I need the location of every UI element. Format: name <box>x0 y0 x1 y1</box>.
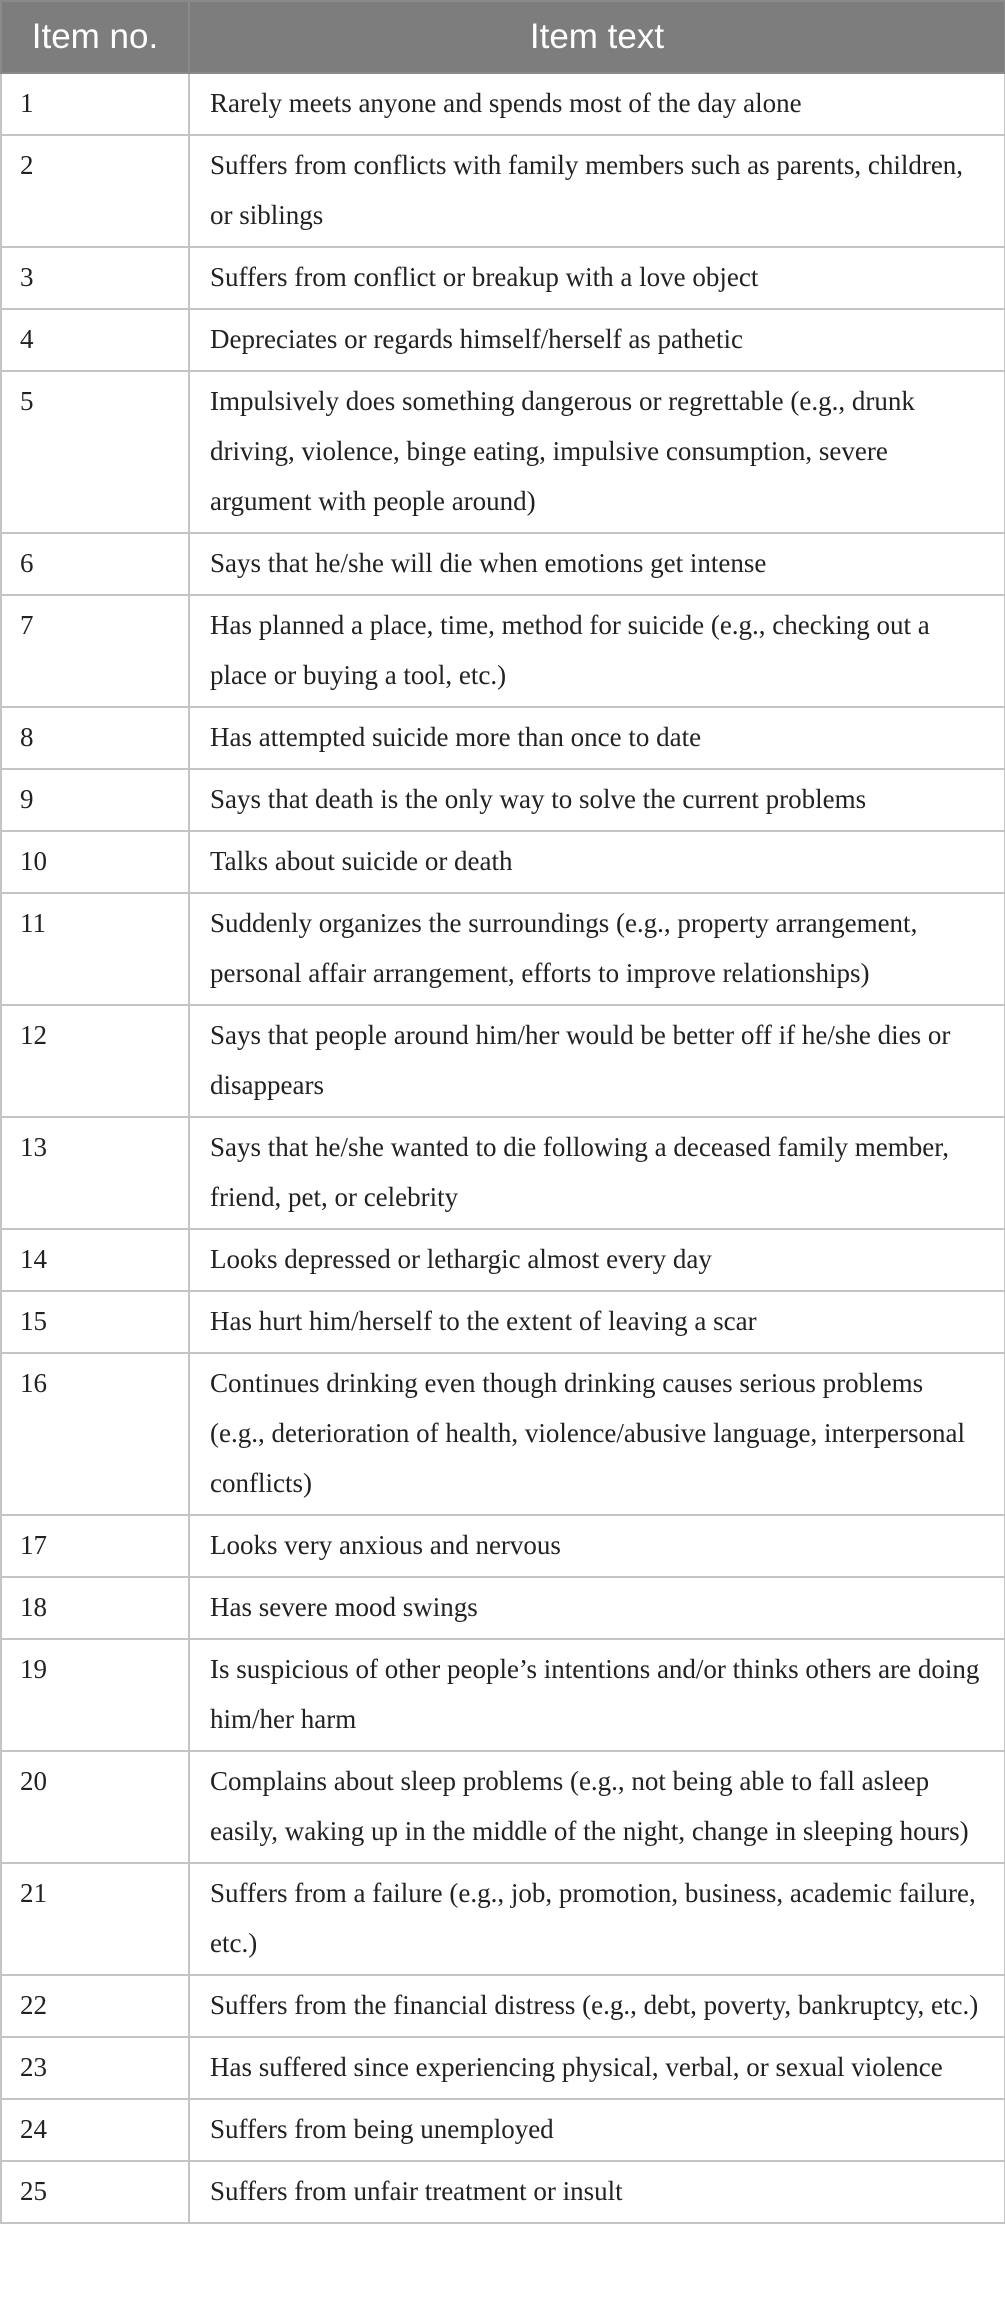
table-row <box>1 1577 1005 1639</box>
item-text: Suffers from the financial distress (e.g., debt, poverty, bankruptcy, etc.) <box>189 1975 1005 2037</box>
table-row <box>1 1117 1005 1229</box>
table-body <box>1 73 1005 2223</box>
item-text: Has planned a place, time, method for suicide (e.g., checking out a place or buying a tool, etc.) <box>189 595 1005 707</box>
header-item-text: Item text <box>189 1 1005 73</box>
item-text: Says that people around him/her would be better off if he/she dies or disappears <box>189 1005 1005 1117</box>
item-text: Suddenly organizes the surroundings (e.g., property arrangement, personal affair arrangement, efforts to improve relationships) <box>189 893 1005 1005</box>
item-number: 23 <box>1 2037 189 2099</box>
item-text: Looks very anxious and nervous <box>189 1515 1005 1577</box>
item-text: Impulsively does something dangerous or regrettable (e.g., drunk driving, violence, binge eating, impulsive consumption, severe argument with people around) <box>189 371 1005 533</box>
table-row <box>1 1291 1005 1353</box>
item-number: 25 <box>1 2161 189 2223</box>
item-number: 15 <box>1 1291 189 1353</box>
table-row <box>1 533 1005 595</box>
item-text: Has attempted suicide more than once to date <box>189 707 1005 769</box>
table-row <box>1 247 1005 309</box>
item-number: 6 <box>1 533 189 595</box>
table-row <box>1 135 1005 247</box>
item-text: Depreciates or regards himself/herself as pathetic <box>189 309 1005 371</box>
table-row <box>1 2099 1005 2161</box>
table-row <box>1 1639 1005 1751</box>
item-text: Complains about sleep problems (e.g., not being able to fall asleep easily, waking up in the middle of the night, change in sleeping hours) <box>189 1751 1005 1863</box>
item-number: 12 <box>1 1005 189 1117</box>
table-row <box>1 893 1005 1005</box>
item-number: 18 <box>1 1577 189 1639</box>
table-row <box>1 1005 1005 1117</box>
item-text: Suffers from being unemployed <box>189 2099 1005 2161</box>
table-row <box>1 831 1005 893</box>
item-text: Suffers from conflicts with family members such as parents, children, or siblings <box>189 135 1005 247</box>
item-text: Rarely meets anyone and spends most of the day alone <box>189 73 1005 135</box>
item-number: 13 <box>1 1117 189 1229</box>
item-number: 1 <box>1 73 189 135</box>
item-text: Says that he/she will die when emotions get intense <box>189 533 1005 595</box>
item-text: Is suspicious of other people’s intentions and/or thinks others are doing him/her harm <box>189 1639 1005 1751</box>
item-number: 2 <box>1 135 189 247</box>
item-text: Talks about suicide or death <box>189 831 1005 893</box>
item-text: Suffers from a failure (e.g., job, promotion, business, academic failure, etc.) <box>189 1863 1005 1975</box>
item-number: 9 <box>1 769 189 831</box>
item-text: Has suffered since experiencing physical, verbal, or sexual violence <box>189 2037 1005 2099</box>
item-text: Has severe mood swings <box>189 1577 1005 1639</box>
item-number: 22 <box>1 1975 189 2037</box>
item-text: Looks depressed or lethargic almost every day <box>189 1229 1005 1291</box>
header-item-no: Item no. <box>1 1 189 73</box>
item-number: 24 <box>1 2099 189 2161</box>
table-row <box>1 1515 1005 1577</box>
item-number: 21 <box>1 1863 189 1975</box>
item-number: 10 <box>1 831 189 893</box>
table-row <box>1 1229 1005 1291</box>
table-row <box>1 73 1005 135</box>
item-text: Says that he/she wanted to die following a deceased family member, friend, pet, or celebrity <box>189 1117 1005 1229</box>
table-row <box>1 2161 1005 2223</box>
table-row <box>1 1353 1005 1515</box>
table-row <box>1 595 1005 707</box>
item-number: 17 <box>1 1515 189 1577</box>
header-row <box>1 1 1005 73</box>
item-number: 7 <box>1 595 189 707</box>
item-text: Continues drinking even though drinking causes serious problems (e.g., deterioration of health, violence/abusive language, interpersonal conflicts) <box>189 1353 1005 1515</box>
table-row <box>1 371 1005 533</box>
item-number: 8 <box>1 707 189 769</box>
item-number: 5 <box>1 371 189 533</box>
table-row <box>1 1863 1005 1975</box>
item-text: Says that death is the only way to solve the current problems <box>189 769 1005 831</box>
item-number: 4 <box>1 309 189 371</box>
item-number: 11 <box>1 893 189 1005</box>
table-row <box>1 769 1005 831</box>
table-row <box>1 1751 1005 1863</box>
item-number: 20 <box>1 1751 189 1863</box>
item-number: 16 <box>1 1353 189 1515</box>
table-header <box>1 1 1005 73</box>
table-row <box>1 1975 1005 2037</box>
item-text: Suffers from conflict or breakup with a love object <box>189 247 1005 309</box>
item-text: Suffers from unfair treatment or insult <box>189 2161 1005 2223</box>
item-text: Has hurt him/herself to the extent of leaving a scar <box>189 1291 1005 1353</box>
table-row <box>1 2037 1005 2099</box>
table-row <box>1 309 1005 371</box>
table-row <box>1 707 1005 769</box>
item-number: 14 <box>1 1229 189 1291</box>
item-number: 3 <box>1 247 189 309</box>
item-number: 19 <box>1 1639 189 1751</box>
